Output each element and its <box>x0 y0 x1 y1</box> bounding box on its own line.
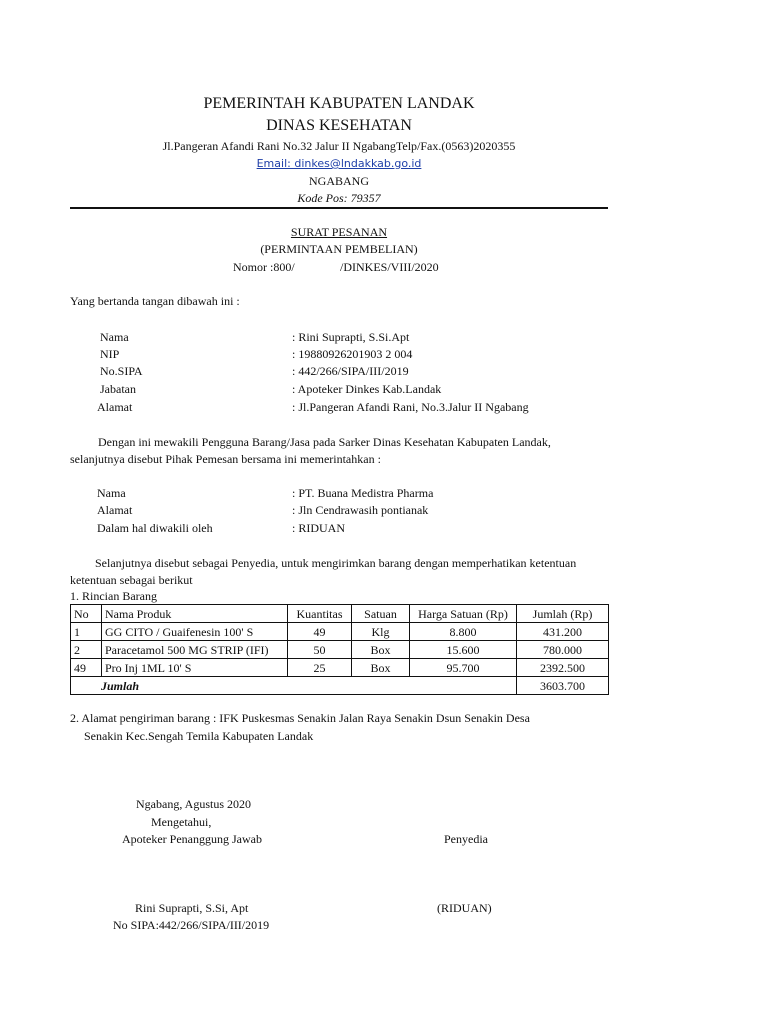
items-table <box>70 604 609 695</box>
header-email-wrap <box>0 156 678 171</box>
col-header-unit: Satuan <box>352 605 410 623</box>
doc-subtitle: (PERMINTAAN PEMBELIAN) <box>260 242 418 256</box>
col-header-no: No <box>71 605 102 623</box>
signer-position-value: : Apoteker Dinkes Kab.Landak <box>292 382 442 396</box>
cell-qty: 25 <box>288 659 352 677</box>
sign-left-sipa: No SIPA:442/266/SIPA/III/2019 <box>113 918 270 932</box>
sign-right-role: Penyedia <box>444 832 488 846</box>
signer-nip-value: : 19880926201903 2 004 <box>292 347 413 361</box>
supplier-address-label: Alamat <box>97 503 133 517</box>
paragraph-1-line-2: selanjutnya disebut Pihak Pemesan bersama ini memerintahkan : <box>70 452 381 466</box>
sign-left-name: Rini Suprapti, S.Si, Apt <box>135 901 249 915</box>
sign-acknowledged: Mengetahui, <box>151 815 212 829</box>
header-government: PEMERINTAH KABUPATEN LANDAK <box>203 95 475 112</box>
col-header-price: Harga Satuan (Rp) <box>410 605 517 623</box>
sign-left-role: Apoteker Penanggung Jawab <box>122 832 262 846</box>
signer-position-label: Jabatan <box>100 382 136 396</box>
cell-unit: Box <box>352 641 410 659</box>
table-row <box>71 659 609 677</box>
section-delivery-line-1: 2. Alamat pengiriman barang : IFK Puskesmas Senakin Jalan Raya Senakin Dsun Senakin Desa <box>70 711 530 725</box>
signer-sipa-value: : 442/266/SIPA/III/2019 <box>292 364 409 378</box>
signer-name-value: : Rini Suprapti, S.Si.Apt <box>292 330 410 344</box>
cell-total: 2392.500 <box>517 659 609 677</box>
cell-no: 49 <box>71 659 102 677</box>
signer-name-label: Nama <box>100 330 129 344</box>
sign-right-name: (RIDUAN) <box>437 901 492 915</box>
signer-address-value: : Jl.Pangeran Afandi Rani, No.3.Jalur II Ngabang <box>292 400 529 414</box>
table-row <box>71 641 609 659</box>
doc-number-prefix: Nomor :800/ <box>233 260 295 274</box>
supplier-rep-value: : RIDUAN <box>292 521 345 535</box>
cell-total: 780.000 <box>517 641 609 659</box>
header-postcode: Kode Pos: 79357 <box>297 191 381 205</box>
cell-no: 2 <box>71 641 102 659</box>
section-items-heading: 1. Rincian Barang <box>70 589 157 603</box>
signer-sipa-label: No.SIPA <box>100 364 143 378</box>
header-department: DINAS KESEHATAN <box>266 117 412 134</box>
supplier-address-value: : Jln Cendrawasih pontianak <box>292 503 429 517</box>
header-email-link[interactable]: Email: dinkes@lndakkab.go.id <box>256 157 422 170</box>
header-address: Jl.Pangeran Afandi Rani No.32 Jalur II NgabangTelp/Fax.(0563)2020355 <box>162 139 516 153</box>
cell-unit: Box <box>352 659 410 677</box>
table-total-row <box>71 677 609 695</box>
cell-product: Pro Inj 1ML 10' S <box>102 659 288 677</box>
cell-price: 15.600 <box>410 641 517 659</box>
cell-qty: 50 <box>288 641 352 659</box>
paragraph-1-line-1: Dengan ini mewakili Pengguna Barang/Jasa pada Sarker Dinas Kesehatan Kabupaten Landak, <box>98 435 551 449</box>
table-header-row <box>71 605 609 623</box>
supplier-name-value: : PT. Buana Medistra Pharma <box>292 486 434 500</box>
supplier-name-label: Nama <box>97 486 126 500</box>
cell-qty: 49 <box>288 623 352 641</box>
paragraph-2-line-1: Selanjutnya disebut sebagai Penyedia, untuk mengirimkan barang dengan memperhatikan ketentuan <box>95 556 577 570</box>
cell-price: 95.700 <box>410 659 517 677</box>
col-header-total: Jumlah (Rp) <box>517 605 609 623</box>
cell-unit: Klg <box>352 623 410 641</box>
supplier-rep-label: Dalam hal diwakili oleh <box>97 521 213 535</box>
header-city: NGABANG <box>309 174 369 188</box>
sign-place-date: Ngabang, Agustus 2020 <box>136 797 251 811</box>
signer-address-label: Alamat <box>97 400 133 414</box>
col-header-product: Nama Produk <box>102 605 288 623</box>
paragraph-2-line-2: ketentuan sebagai berikut <box>70 573 193 587</box>
total-value: 3603.700 <box>517 677 609 695</box>
doc-number-suffix: /DINKES/VIII/2020 <box>340 260 439 274</box>
section-delivery-line-2: Senakin Kec.Sengah Temila Kabupaten Landak <box>84 729 314 743</box>
intro-text: Yang bertanda tangan dibawah ini : <box>70 294 240 308</box>
cell-no: 1 <box>71 623 102 641</box>
table-row <box>71 623 609 641</box>
cell-price: 8.800 <box>410 623 517 641</box>
col-header-qty: Kuantitas <box>288 605 352 623</box>
header-divider <box>70 207 608 209</box>
cell-product: GG CITO / Guaifenesin 100' S <box>102 623 288 641</box>
doc-title: SURAT PESANAN <box>290 225 388 239</box>
total-label: Jumlah <box>71 677 517 695</box>
cell-total: 431.200 <box>517 623 609 641</box>
signer-nip-label: NIP <box>100 347 120 361</box>
cell-product: Paracetamol 500 MG STRIP (IFI) <box>102 641 288 659</box>
